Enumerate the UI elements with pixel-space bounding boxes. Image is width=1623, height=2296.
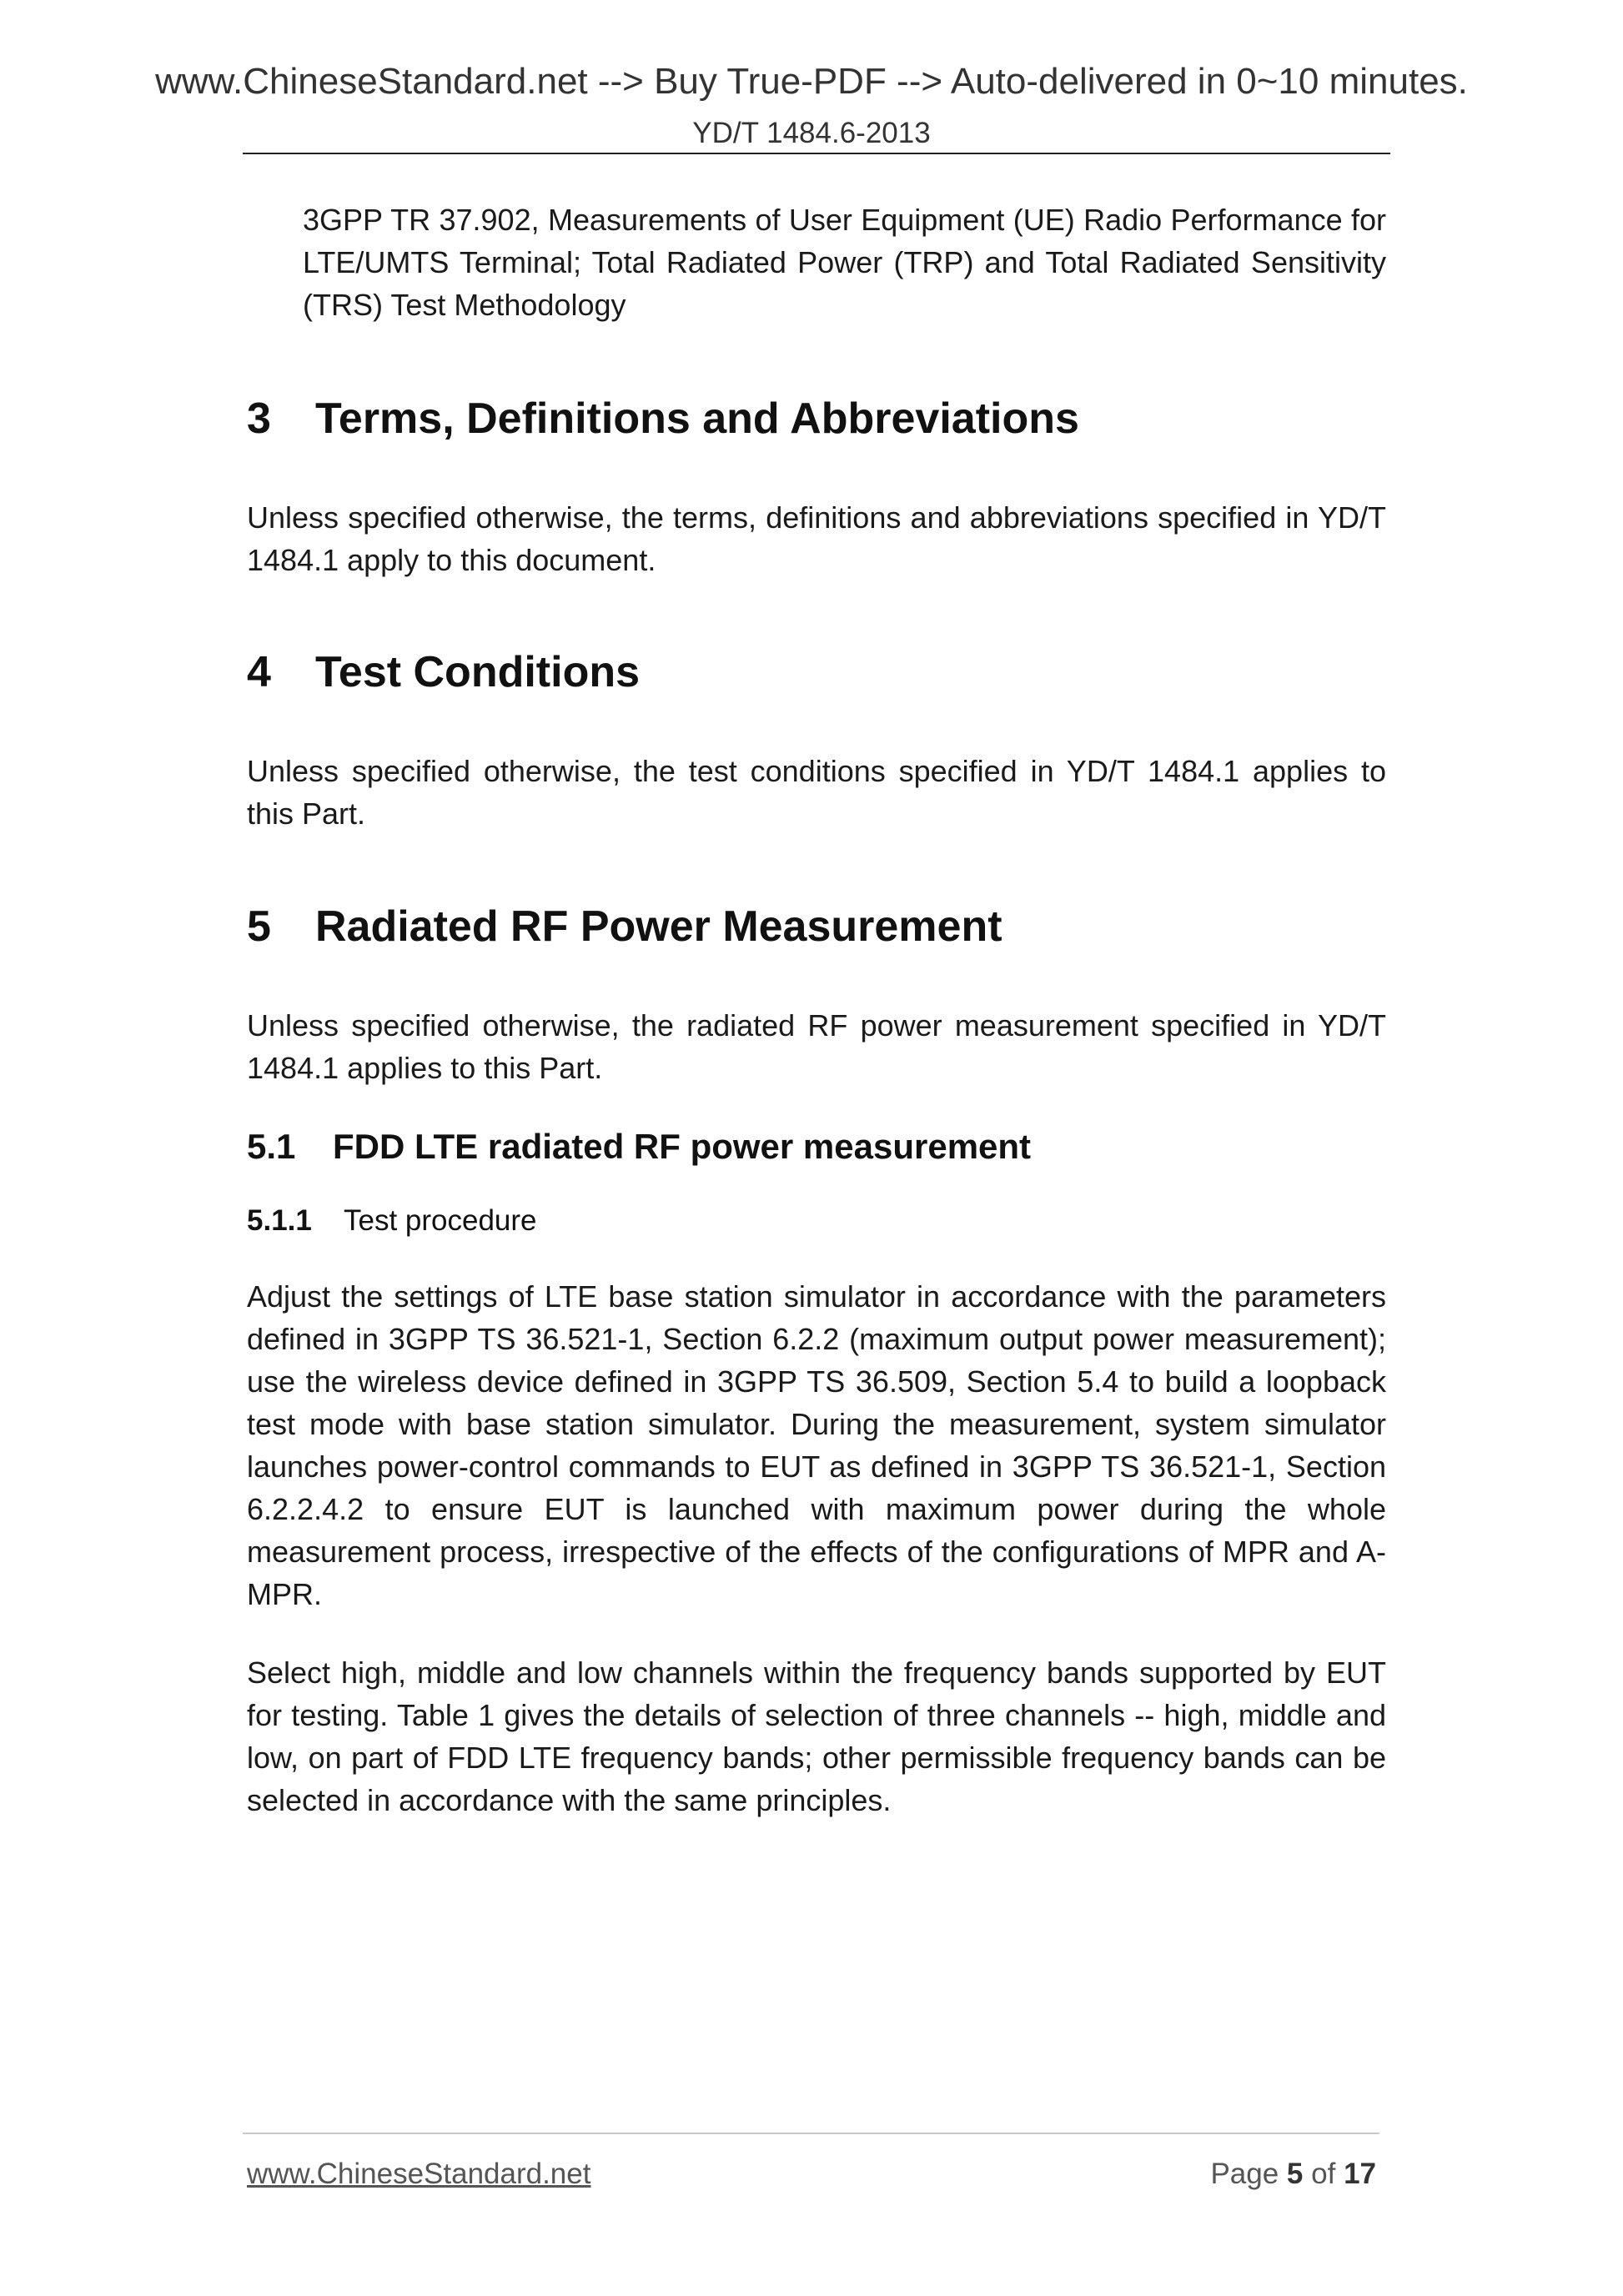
footer-site-link[interactable]: www.ChineseStandard.net: [247, 2158, 591, 2190]
page-label: Page: [1210, 2158, 1279, 2190]
subsection-number: 5.1: [247, 1127, 296, 1166]
section-number: 5: [247, 902, 271, 951]
document-id: YD/T 1484.6-2013: [692, 117, 931, 149]
section-number: 3: [247, 394, 271, 443]
section-4-paragraph: Unless specified otherwise, the test conditions specified in YD/T 1484.1 applies to this Part.: [247, 754, 1386, 831]
section-3-paragraph: Unless specified otherwise, the terms, definitions and abbreviations specified in YD/T 1484.1 apply to this document.: [247, 500, 1386, 577]
header-banner: www.ChineseStandard.net --> Buy True-PDF --> Auto-delivered in 0~10 minutes.: [155, 61, 1468, 102]
subsubsection-heading-5-1-1: [247, 1206, 537, 1235]
section-title: Test Conditions: [315, 648, 641, 696]
header-divider: [243, 153, 1390, 154]
section-heading-3: [247, 394, 1079, 443]
section-title: Terms, Definitions and Abbreviations: [315, 394, 1079, 443]
reference-entry: 3GPP TR 37.902, Measurements of User Equipment (UE) Radio Performance for LTE/UMTS Terminal; Total Radiated Power (TRP) and Total Radiated Sensitivity (TRS) Test Methodology: [303, 203, 1386, 322]
current-page: 5: [1286, 2158, 1304, 2190]
footer-divider: [243, 2133, 1379, 2134]
procedure-paragraph-1: Adjust the settings of LTE base station simulator in accordance with the parameters defined in 3GPP TS 36.521-1, Section 6.2.2 (maximum output power measurement); use the wireless device defined in 3GPP TS 36.509, Section 5.4 to build a loopback test mode with base station simulator. During the measurement, system simulator launches power-control commands to EUT as defined in 3GPP TS 36.521-1, Section 6.2.2.4.2 to ensure EUT is launched with maximum power during the whole measurement process, irrespective of the effects of the configurations of MPR and A-MPR.: [247, 1279, 1386, 1611]
procedure-paragraph-2: Select high, middle and low channels within the frequency bands supported by EUT for testing. Table 1 gives the details of selection of three channels -- high, middle and low, on part of FDD LTE frequency bands; other permissible frequency bands can be selected in accordance with the same principles.: [247, 1655, 1386, 1817]
page-number: [1210, 2159, 1376, 2188]
total-pages: 17: [1344, 2158, 1376, 2190]
section-heading-5: [247, 902, 1002, 951]
subsubsection-number: 5.1.1: [247, 1204, 312, 1237]
subsubsection-title: Test procedure: [344, 1204, 537, 1237]
section-heading-4: [247, 648, 641, 696]
page-of-label: of: [1311, 2158, 1336, 2190]
subsection-title: FDD LTE radiated RF power measurement: [333, 1127, 1032, 1166]
section-title: Radiated RF Power Measurement: [315, 902, 1002, 951]
section-5-paragraph: Unless specified otherwise, the radiated RF power measurement specified in YD/T 1484.1 applies to this Part.: [247, 1008, 1386, 1085]
section-number: 4: [247, 648, 271, 696]
subsection-heading-5-1: [247, 1129, 1031, 1164]
